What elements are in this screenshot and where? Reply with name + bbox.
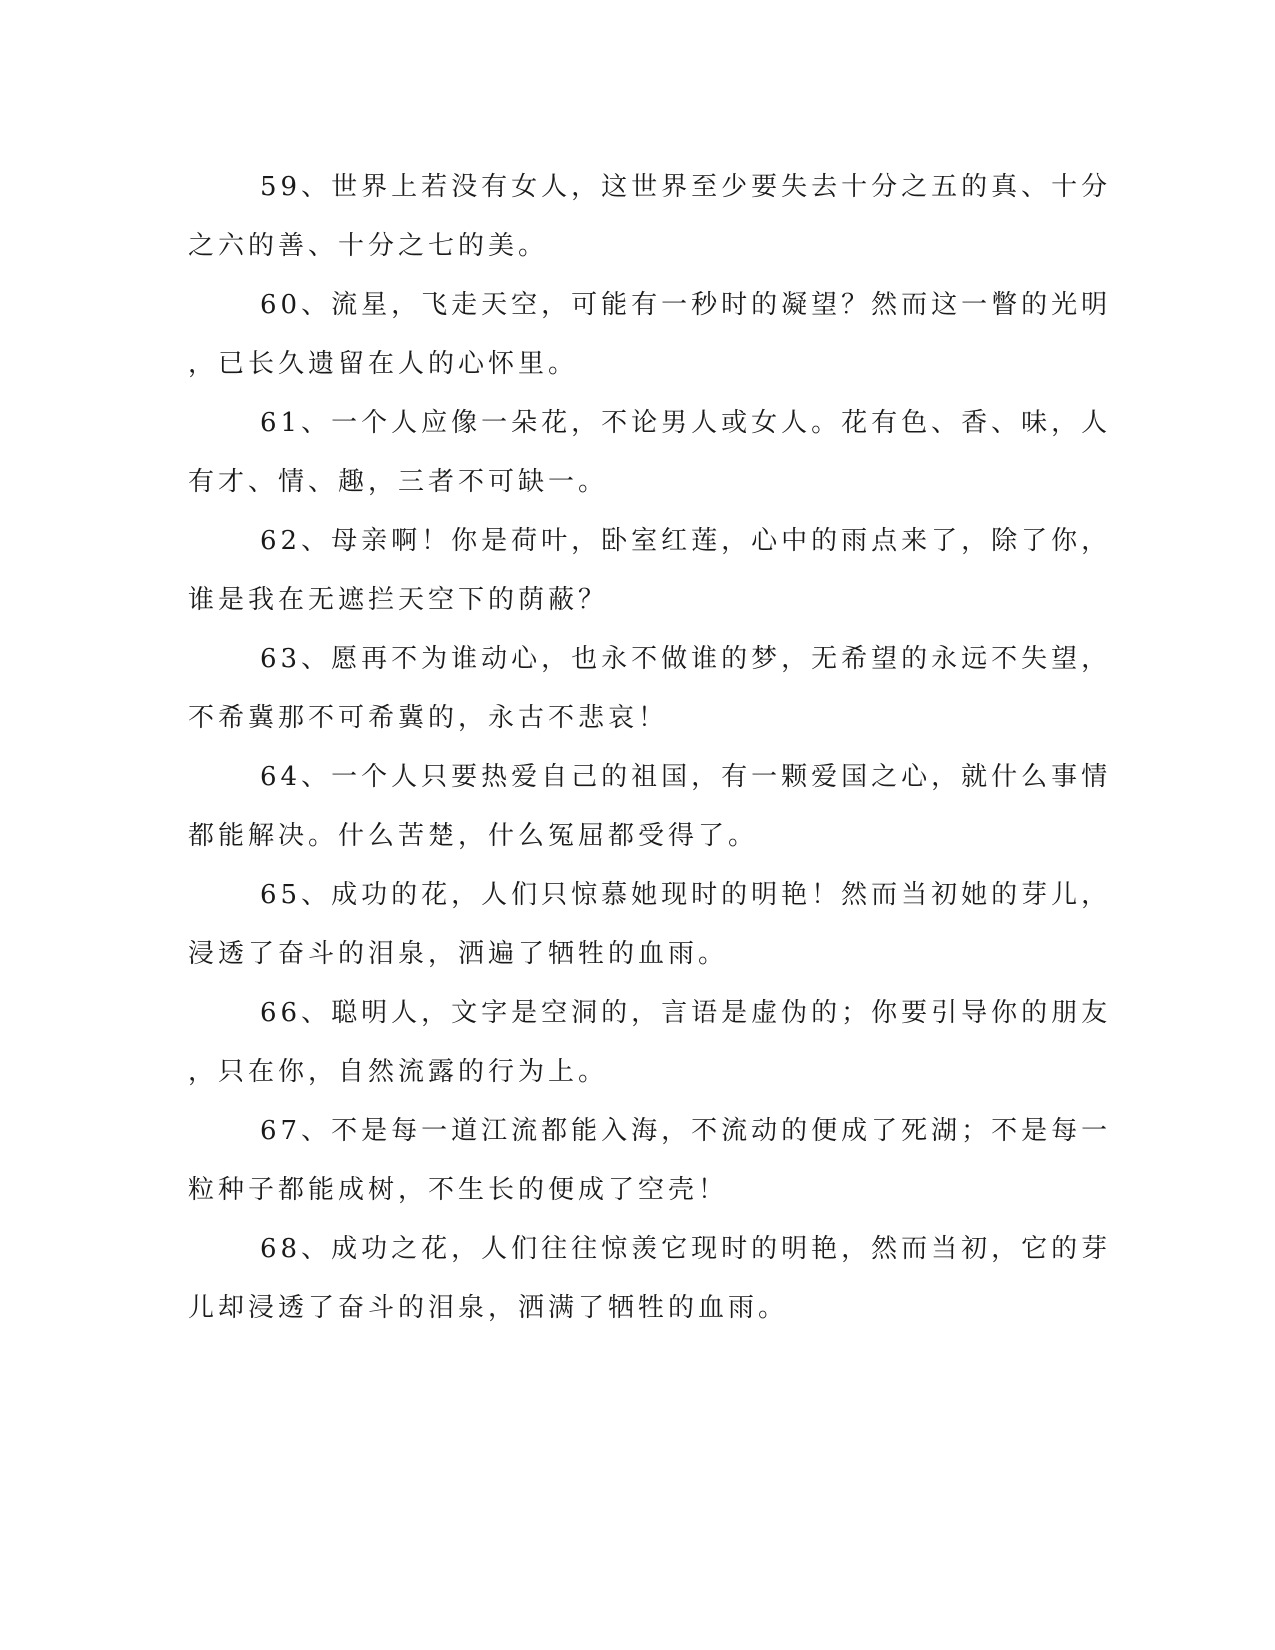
quote-line: 61、一个人应像一朵花，不论男人或女人。花有色、香、味，人 (260, 408, 1112, 438)
quote-line: 68、成功之花，人们往往惊羡它现时的明艳，然而当初，它的芽 (260, 1234, 1112, 1264)
quote-line: 67、不是每一道江流都能入海，不流动的便成了死湖；不是每一 (260, 1116, 1112, 1146)
quote-line: 59、世界上若没有女人，这世界至少要失去十分之五的真、十分 (260, 172, 1112, 202)
quote-paragraph (188, 512, 1112, 630)
quote-line: 都能解决。什么苦楚，什么冤屈都受得了。 (188, 821, 759, 851)
quote-line: 63、愿再不为谁动心，也永不做谁的梦，无希望的永远不失望， (260, 644, 1112, 674)
quote-line: ，只在你，自然流露的行为上。 (188, 1057, 609, 1087)
quote-paragraph (188, 276, 1112, 394)
quote-line: 62、母亲啊！你是荷叶，卧室红莲，心中的雨点来了，除了你， (260, 526, 1112, 556)
quote-paragraph (188, 630, 1112, 748)
quote-line: ，已长久遗留在人的心怀里。 (188, 349, 579, 379)
quote-line: 浸透了奋斗的泪泉，洒遍了牺牲的血雨。 (188, 939, 729, 969)
quote-line: 60、流星，飞走天空，可能有一秒时的凝望？然而这一瞥的光明 (260, 290, 1112, 320)
quote-paragraph (188, 1102, 1112, 1220)
quote-paragraph (188, 1220, 1112, 1338)
document-body (188, 158, 1112, 1338)
quote-paragraph (188, 158, 1112, 276)
quote-line: 之六的善、十分之七的美。 (188, 231, 549, 261)
quote-paragraph (188, 394, 1112, 512)
quote-paragraph (188, 748, 1112, 866)
quote-paragraph (188, 866, 1112, 984)
quote-line: 不希冀那不可希冀的，永古不悲哀！ (188, 703, 669, 733)
quote-line: 儿却浸透了奋斗的泪泉，洒满了牺牲的血雨。 (188, 1293, 789, 1323)
quote-line: 谁是我在无遮拦天空下的荫蔽？ (188, 585, 609, 615)
quote-line: 有才、情、趣，三者不可缺一。 (188, 467, 609, 497)
quote-paragraph (188, 984, 1112, 1102)
quote-line: 65、成功的花，人们只惊慕她现时的明艳！然而当初她的芽儿， (260, 880, 1112, 910)
quote-line: 粒种子都能成树，不生长的便成了空壳！ (188, 1175, 729, 1205)
quote-line: 66、聪明人，文字是空洞的，言语是虚伪的；你要引导你的朋友 (260, 998, 1112, 1028)
quote-line: 64、一个人只要热爱自己的祖国，有一颗爱国之心，就什么事情 (260, 762, 1112, 792)
